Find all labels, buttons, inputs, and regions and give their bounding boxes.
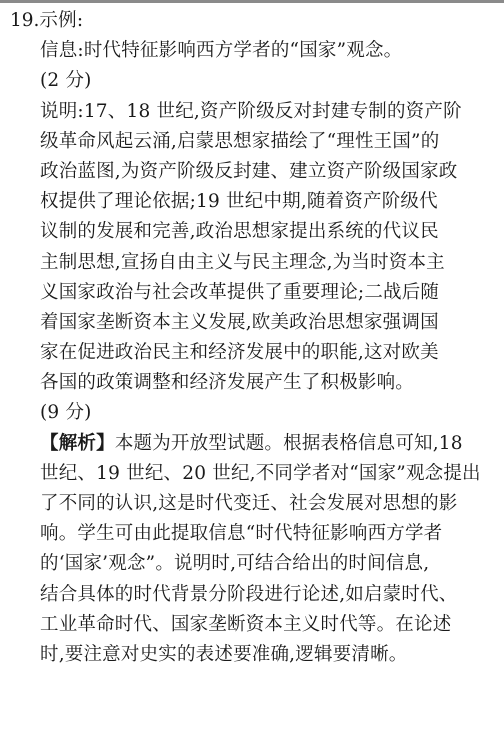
analysis-line: 世纪、19 世纪、20 世纪,不同学者对“国家”观念提出 (40, 462, 481, 484)
info-line (10, 36, 490, 66)
analysis-line: 结合具体的时代背景分阶段进行论述,如启蒙时代、 (40, 583, 458, 605)
analysis-block (10, 459, 490, 670)
analysis-line: 的‘国家’观念”。说明时,可结合给出的时间信息, (40, 553, 430, 575)
question-heading: 示例: (39, 10, 84, 31)
analysis-first-line (10, 429, 490, 459)
explanation-line: 主制思想,宣扬自由主义与民主理念,为当时资本主 (40, 251, 445, 273)
explanation-line: 权提供了理论依据;19 世纪中期,随着资产阶级代 (40, 191, 438, 213)
info-text: 时代特征影响西方学者的“国家”观念。 (83, 40, 403, 62)
explanation-line: 着国家垄断资本主义发展,欧美政治思想家强调国 (40, 311, 439, 333)
analysis-line: 响。学生可由此提取信息“时代特征影响西方学者 (40, 523, 443, 545)
analysis-first-text: 本题为开放型试题。根据表格信息可知,18 (114, 432, 463, 454)
explanation-line: 义国家政治与社会改革提供了重要理论;二战后随 (40, 281, 440, 303)
explanation-line: 说明:17、18 世纪,资产阶级反对封建专制的资产阶 (40, 100, 462, 122)
info-score: (2 分) (40, 70, 92, 92)
explanation-line: 议制的发展和完善,政治思想家提出系统的代议民 (40, 221, 439, 243)
explanation-line: 政治蓝图,为资产阶级反封建、建立资产阶级国家政 (40, 160, 458, 182)
explanation-line: 家在促进政治民主和经济发展中的职能,这对欧美 (40, 342, 439, 364)
explanation-block (10, 97, 490, 399)
info-label: 信息: (40, 40, 84, 62)
analysis-tag: 【解析】 (40, 432, 115, 454)
analysis-line: 时,要注意对史实的表述要准确,逻辑要清晰。 (40, 643, 408, 665)
explanation-score: (9 分) (40, 402, 92, 424)
explanation-line: 级革命风起云涌,启蒙思想家描绘了“理性王国”的 (40, 130, 440, 152)
question-number: 19. (10, 10, 40, 31)
question-heading-line (10, 6, 490, 36)
analysis-line: 工业革命时代、国家垄断资本主义时代等。在论述 (40, 613, 452, 635)
analysis-line: 了不同的认识,这是时代变迁、社会发展对思想的影 (40, 493, 458, 514)
explanation-line: 各国的政策调整和经济发展产生了积极影响。 (40, 372, 415, 394)
